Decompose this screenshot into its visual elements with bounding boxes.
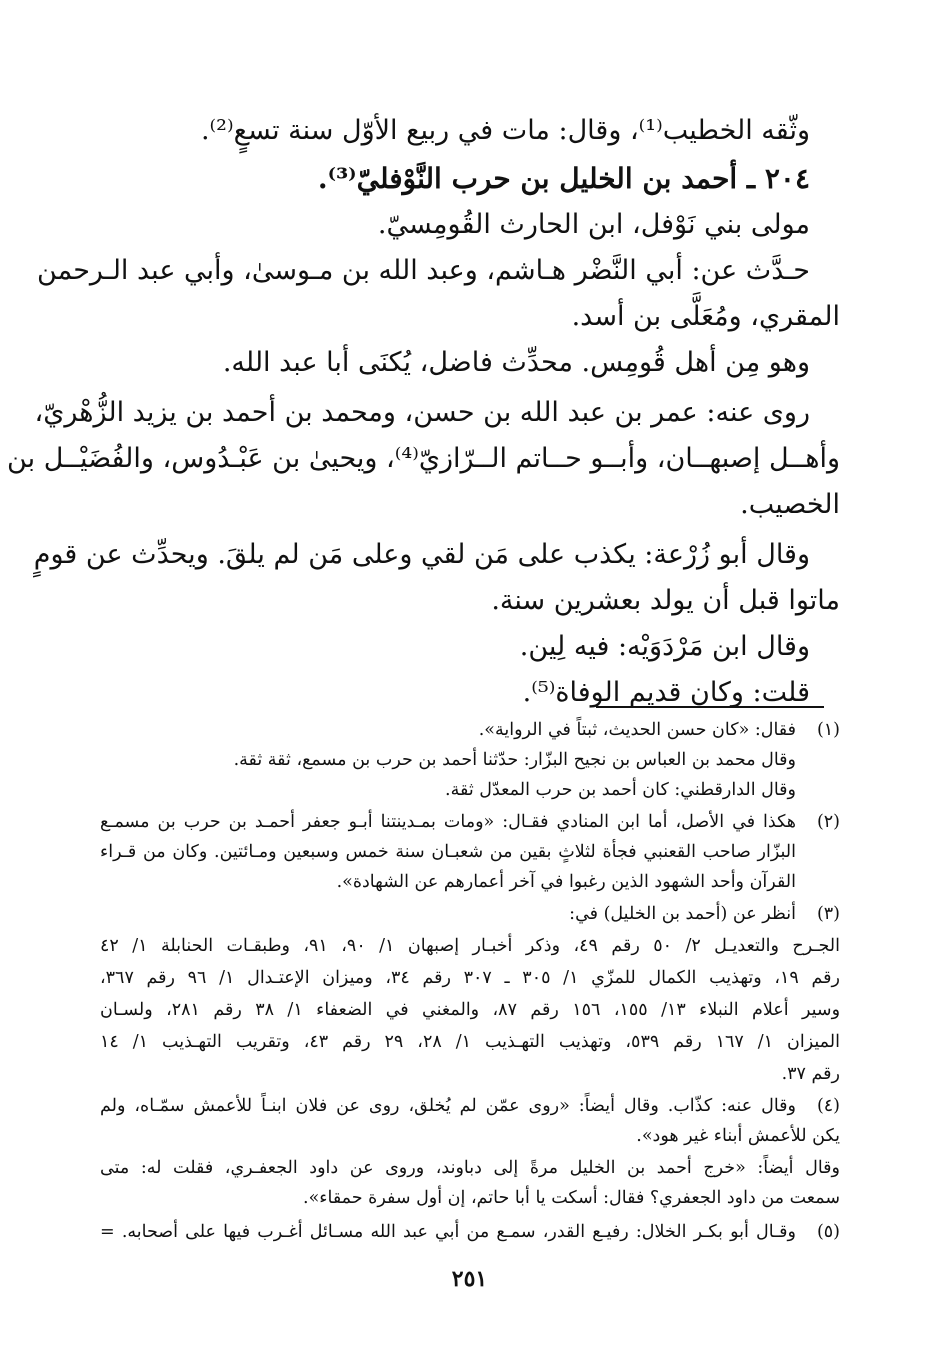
footnote-line: وقال محمد بن العباس بن نجيح البزّار: حدّثنا أحمد بن حرب بن مسمع، ثقة ثقة. (233, 750, 796, 770)
footnote-line: الميزان ١/ ١٦٧ رقم ٥٣٩، وتهذيب التهـذيب ١/ ٢٨، ٢٩ رقم ٤٣، وتقريب التهـذيب ١/ ١٤ (100, 1032, 840, 1052)
text-line: وقال ابن مَرْدَوَيْه: فيه لِين. (519, 631, 810, 662)
footnote-line: وسير أعلام النبلاء ١٣/ ١٥٥، ١٥٦ رقم ٨٧، والمغني في الضعفاء ١/ ٣٨ رقم ٢٨١، ولسـان (100, 1000, 841, 1020)
text-line: المقري، ومُعَلَّى بن أسد. (571, 301, 840, 332)
entry-heading: ٢٠٤ ـ أحمد بن الخليل بن حرب النَّوْفليّ⁽³⁾. (317, 162, 810, 195)
footnote-2-cont (100, 836, 840, 868)
footnote-line: وقال أيضاً: «خرج أحمد بن الخليل مرةً إلى دباوند، وروى عن داود الجعفـري، فقلت له: متى (100, 1158, 840, 1178)
text-line: ماتوا قبل أن يولد بعشرين سنة. (491, 585, 840, 616)
footnote-number: (١) (816, 720, 840, 740)
footnote-separator (596, 706, 824, 708)
footnote-2 (100, 806, 840, 838)
footnote-3 (100, 898, 840, 930)
footnote-number: (٤) (816, 1096, 840, 1116)
footnote-4 (100, 1090, 840, 1122)
footnote-line: القرآن وأحد الشهود الذين رغبوا في آخر أعمارهم عن الشهادة». (336, 872, 796, 892)
page-number: ٢٥١ (451, 1266, 488, 1292)
text-line: وأهــل إصبهــان، وأبــو حــاتم الــرّازيّ⁽⁴⁾، ويحيىٰ بن عَبْـدُوس، والفُضَيْــل بن (7, 443, 840, 474)
footnote-line: رقم ١٩، وتهذيب الكمال للمزّي ١/ ٣٠٥ ـ ٣٠٧ رقم ٣٤، وميزان الإعتـدال ١/ ٩٦ رقم ٣٦٧، (100, 968, 840, 988)
footnote-line: يكن للأعمش أبناء غير هود». (636, 1126, 840, 1146)
footnote-line: فقال: «كان حسن الحديث، ثبتاً في الرواية». (478, 720, 796, 740)
footnote-line: وقال عنه: كذّاب. وقال أيضاً: «روى عمّن لم يُخلق، روى عن فلان ابنـاً للأعمش سمّـاه، ولم (100, 1096, 796, 1116)
text-line: الخصيب. (740, 489, 840, 520)
text-line: مولى بني نَوْفل، ابن الحارث القُومِسيّ. (377, 209, 810, 240)
footnote-5 (100, 1216, 840, 1248)
footnote-line: هكذا في الأصل، أما ابن المنادي فقـال: «ومات بمـدينتنا أبـو جعفر أحمـد بن حرب بن مسمـع (100, 812, 796, 832)
footnote-number: (٢) (816, 812, 840, 832)
footnote-line: الجـرح والتعديـل ٢/ ٥٠ رقم ٤٩، وذكر أخبـار إصبهان ١/ ٩٠، ٩١، وطبقـات الحنابلة ١/ ٤٢ (100, 936, 840, 956)
text-line: وقال أبو زُرْعة: يكذب على مَن لقي وعلى مَن لم يلقَ. ويحدِّث عن قومٍ (33, 539, 810, 570)
footnote-line: أنظر عن (أحمد بن الخليل) في: (569, 904, 796, 924)
footnote-line: البزّار صاحب القعنبي فجأة لثلاثٍ بقين من شعبـان سنة خمس وسبعين ومـائتين. وكان من قـراء (100, 842, 796, 862)
text-line: حـدَّث عن: أبي النَّضْر هـاشم، وعبد الله بن مـوسىٰ، وأبي عبد الـرحمن (37, 255, 810, 286)
text-line: قلت: وكان قديم الوفاة⁽⁵⁾. (522, 677, 810, 708)
footnote-1-cont (100, 774, 840, 806)
footnote-line: سمعت من داود الجعفري؟ فقال: أسكت يا أبا حاتم، إن أول سفرة حمقاء». (303, 1188, 840, 1208)
footnote-1-cont (100, 744, 840, 776)
footnote-line: وقـال أبو بكـر الخلال: رفيـع القدر، سمـع من أبي عبد الله مسـائل أغـرب فيها على أصحابه. = (100, 1222, 796, 1242)
footnote-number: (٣) (816, 904, 840, 924)
text-line: وهو مِن أهل قُومِس. محدِّث فاضل، يُكنَى أبا عبد الله. (222, 347, 810, 378)
text-line: روى عنه: عمر بن عبد الله بن حسن، ومحمد بن أحمد بن يزيد الزُّهْريّ، (34, 397, 810, 428)
footnote-number: (٥) (816, 1222, 840, 1242)
text-line: وثّقه الخطيب⁽¹⁾، وقال: مات في ربيع الأوّل سنة تسعٍ⁽²⁾. (200, 115, 810, 146)
footnote-2-cont (100, 866, 840, 898)
footnote-1 (100, 714, 840, 746)
footnote-line: رقم ٣٧. (781, 1064, 840, 1084)
footnote-line: وقال الدارقطني: كان أحمد بن حرب المعدّل ثقة. (445, 780, 796, 800)
